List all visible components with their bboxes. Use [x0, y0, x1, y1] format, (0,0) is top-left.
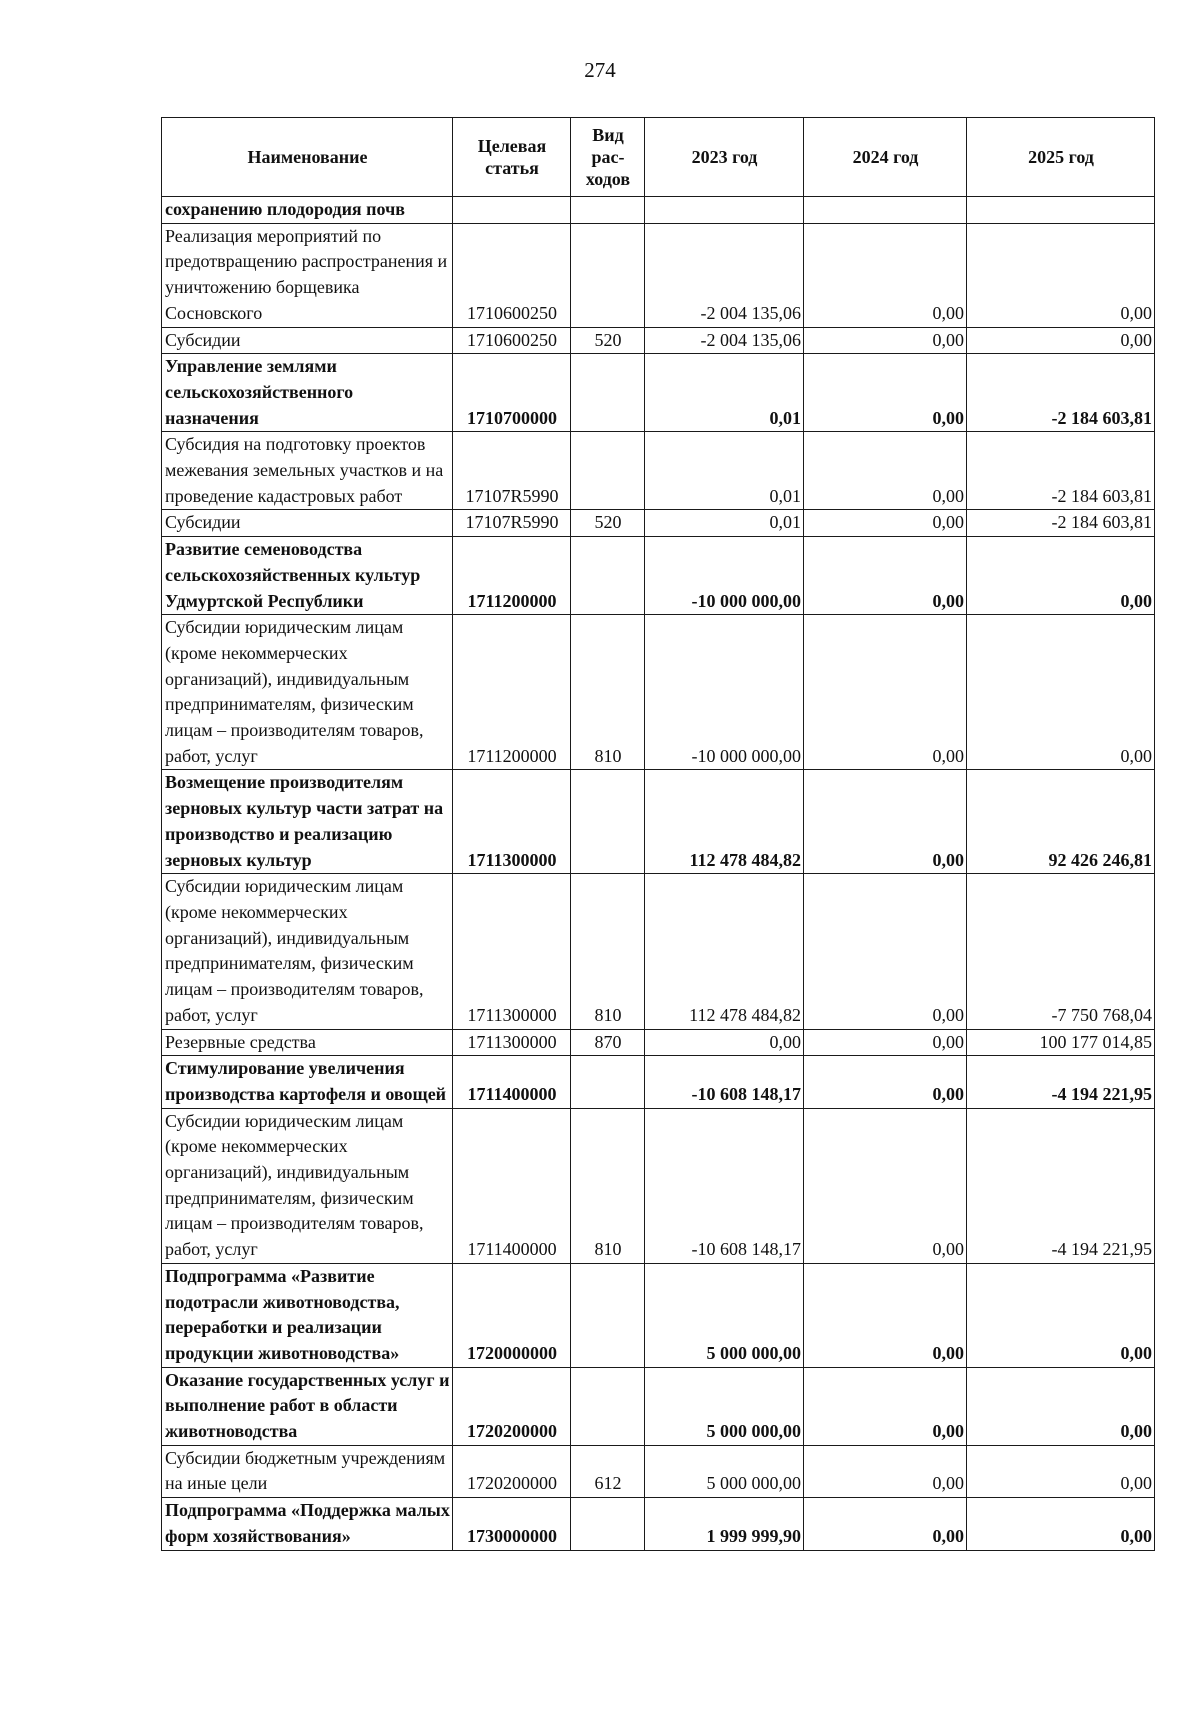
table-row — [162, 537, 1155, 615]
cell-2024: 0,00 — [804, 510, 967, 537]
cell-2023: -2 004 135,06 — [645, 223, 804, 327]
page-number: 274 — [584, 58, 616, 82]
cell-2023: 5 000 000,00 — [645, 1367, 804, 1445]
header-type: Вид рас-ходов — [571, 118, 645, 197]
cell-2023: -10 608 148,17 — [645, 1056, 804, 1108]
cell-name: сохранению плодородия почв — [162, 197, 453, 224]
cell-2023: -10 000 000,00 — [645, 615, 804, 770]
cell-name: Возмещение производителям зерновых культур части затрат на производство и реализацию зерновых культур — [162, 770, 453, 874]
table-row — [162, 1498, 1155, 1550]
table-row — [162, 770, 1155, 874]
cell-2023: 112 478 484,82 — [645, 874, 804, 1029]
cell-2024: 0,00 — [804, 615, 967, 770]
budget-table — [161, 117, 1155, 1551]
cell-2023: 5 000 000,00 — [645, 1263, 804, 1367]
cell-2025: 100 177 014,85 — [967, 1029, 1155, 1056]
cell-2025: -2 184 603,81 — [967, 432, 1155, 510]
cell-2023: 5 000 000,00 — [645, 1445, 804, 1497]
cell-name: Резервные средства — [162, 1029, 453, 1056]
cell-code: 1710700000 — [453, 354, 571, 432]
cell-2024: 0,00 — [804, 1029, 967, 1056]
table-row — [162, 327, 1155, 354]
cell-2025: -4 194 221,95 — [967, 1108, 1155, 1263]
cell-name: Субсидии юридическим лицам (кроме некоммерческих организаций), индивидуальным предпринимателям, физическим лицам – производителям товаров, работ, услуг — [162, 1108, 453, 1263]
table-row — [162, 1056, 1155, 1108]
cell-type: 810 — [571, 1108, 645, 1263]
table-row — [162, 1367, 1155, 1445]
header-name: Наименование — [162, 118, 453, 197]
cell-2023: 0,01 — [645, 510, 804, 537]
cell-code: 1711300000 — [453, 1029, 571, 1056]
cell-2023: -10 000 000,00 — [645, 537, 804, 615]
cell-2024: 0,00 — [804, 223, 967, 327]
cell-name: Развитие семеноводства сельскохозяйственных культур Удмуртской Республики — [162, 537, 453, 615]
cell-2025: 0,00 — [967, 1263, 1155, 1367]
cell-2023: 112 478 484,82 — [645, 770, 804, 874]
header-2025: 2025 год — [967, 118, 1155, 197]
cell-2025: 0,00 — [967, 1498, 1155, 1550]
cell-code: 1720200000 — [453, 1367, 571, 1445]
cell-2024: 0,00 — [804, 1367, 967, 1445]
cell-type: 810 — [571, 874, 645, 1029]
cell-2023: 0,01 — [645, 432, 804, 510]
cell-type: 612 — [571, 1445, 645, 1497]
cell-2025: 0,00 — [967, 223, 1155, 327]
cell-type — [571, 1498, 645, 1550]
cell-2024: 0,00 — [804, 1445, 967, 1497]
cell-2024: 0,00 — [804, 327, 967, 354]
cell-code: 1711400000 — [453, 1056, 571, 1108]
cell-2025: 0,00 — [967, 1367, 1155, 1445]
cell-2024: 0,00 — [804, 1056, 967, 1108]
cell-2024: 0,00 — [804, 874, 967, 1029]
table-row — [162, 1445, 1155, 1497]
cell-name: Подпрограмма «Поддержка малых форм хозяйствования» — [162, 1498, 453, 1550]
header-code: Целевая статья — [453, 118, 571, 197]
cell-2024 — [804, 197, 967, 224]
cell-name: Субсидия на подготовку проектов межевания земельных участков и на проведение кадастровых работ — [162, 432, 453, 510]
cell-name: Подпрограмма «Развитие подотрасли животноводства, переработки и реализации продукции животноводства» — [162, 1263, 453, 1367]
cell-2025: -7 750 768,04 — [967, 874, 1155, 1029]
cell-type: 520 — [571, 510, 645, 537]
cell-code: 1710600250 — [453, 223, 571, 327]
cell-2025: -4 194 221,95 — [967, 1056, 1155, 1108]
cell-type: 870 — [571, 1029, 645, 1056]
cell-2025: 92 426 246,81 — [967, 770, 1155, 874]
cell-2023: 0,01 — [645, 354, 804, 432]
cell-2025: 0,00 — [967, 1445, 1155, 1497]
cell-2025: -2 184 603,81 — [967, 510, 1155, 537]
table-row — [162, 615, 1155, 770]
table-row — [162, 223, 1155, 327]
cell-2023: -2 004 135,06 — [645, 327, 804, 354]
cell-2024: 0,00 — [804, 354, 967, 432]
cell-code — [453, 197, 571, 224]
table-row — [162, 1263, 1155, 1367]
cell-2025: 0,00 — [967, 537, 1155, 615]
cell-name: Субсидии юридическим лицам (кроме некоммерческих организаций), индивидуальным предпринимателям, физическим лицам – производителям товаров, работ, услуг — [162, 615, 453, 770]
cell-code: 1720200000 — [453, 1445, 571, 1497]
cell-name: Управление землями сельскохозяйственного назначения — [162, 354, 453, 432]
cell-type: 520 — [571, 327, 645, 354]
cell-name: Оказание государственных услуг и выполнение работ в области животноводства — [162, 1367, 453, 1445]
cell-code: 1711400000 — [453, 1108, 571, 1263]
cell-type — [571, 1263, 645, 1367]
cell-2024: 0,00 — [804, 432, 967, 510]
cell-type — [571, 1056, 645, 1108]
cell-name: Субсидии — [162, 510, 453, 537]
cell-type — [571, 223, 645, 327]
cell-code: 1730000000 — [453, 1498, 571, 1550]
cell-2025: -2 184 603,81 — [967, 354, 1155, 432]
cell-name: Субсидии юридическим лицам (кроме некоммерческих организаций), индивидуальным предпринимателям, физическим лицам – производителям товаров, работ, услуг — [162, 874, 453, 1029]
cell-code: 1720000000 — [453, 1263, 571, 1367]
table-row — [162, 432, 1155, 510]
header-2024: 2024 год — [804, 118, 967, 197]
table-row — [162, 874, 1155, 1029]
cell-name: Субсидии — [162, 327, 453, 354]
cell-2023: -10 608 148,17 — [645, 1108, 804, 1263]
cell-2025: 0,00 — [967, 327, 1155, 354]
table-row — [162, 1108, 1155, 1263]
cell-type — [571, 197, 645, 224]
cell-type — [571, 354, 645, 432]
cell-2024: 0,00 — [804, 1498, 967, 1550]
header-2023: 2023 год — [645, 118, 804, 197]
cell-2023 — [645, 197, 804, 224]
table-header-row — [162, 118, 1155, 197]
cell-2024: 0,00 — [804, 1263, 967, 1367]
cell-type — [571, 1367, 645, 1445]
cell-code: 1710600250 — [453, 327, 571, 354]
cell-code: 1711300000 — [453, 874, 571, 1029]
cell-2024: 0,00 — [804, 537, 967, 615]
table-row — [162, 1029, 1155, 1056]
table-body — [162, 197, 1155, 1551]
cell-type — [571, 537, 645, 615]
cell-2023: 0,00 — [645, 1029, 804, 1056]
cell-name: Стимулирование увеличения производства картофеля и овощей — [162, 1056, 453, 1108]
cell-2023: 1 999 999,90 — [645, 1498, 804, 1550]
cell-code: 1711200000 — [453, 537, 571, 615]
cell-type: 810 — [571, 615, 645, 770]
table-row — [162, 354, 1155, 432]
cell-2025: 0,00 — [967, 615, 1155, 770]
cell-name: Реализация мероприятий по предотвращению распространения и уничтожению борщевика Сосновского — [162, 223, 453, 327]
cell-2024: 0,00 — [804, 770, 967, 874]
cell-name: Субсидии бюджетным учреждениям на иные цели — [162, 1445, 453, 1497]
cell-type — [571, 770, 645, 874]
cell-2025 — [967, 197, 1155, 224]
cell-code: 1711300000 — [453, 770, 571, 874]
table-row — [162, 197, 1155, 224]
cell-code: 17107R5990 — [453, 510, 571, 537]
cell-code: 17107R5990 — [453, 432, 571, 510]
cell-code: 1711200000 — [453, 615, 571, 770]
cell-type — [571, 432, 645, 510]
cell-2024: 0,00 — [804, 1108, 967, 1263]
table-row — [162, 510, 1155, 537]
